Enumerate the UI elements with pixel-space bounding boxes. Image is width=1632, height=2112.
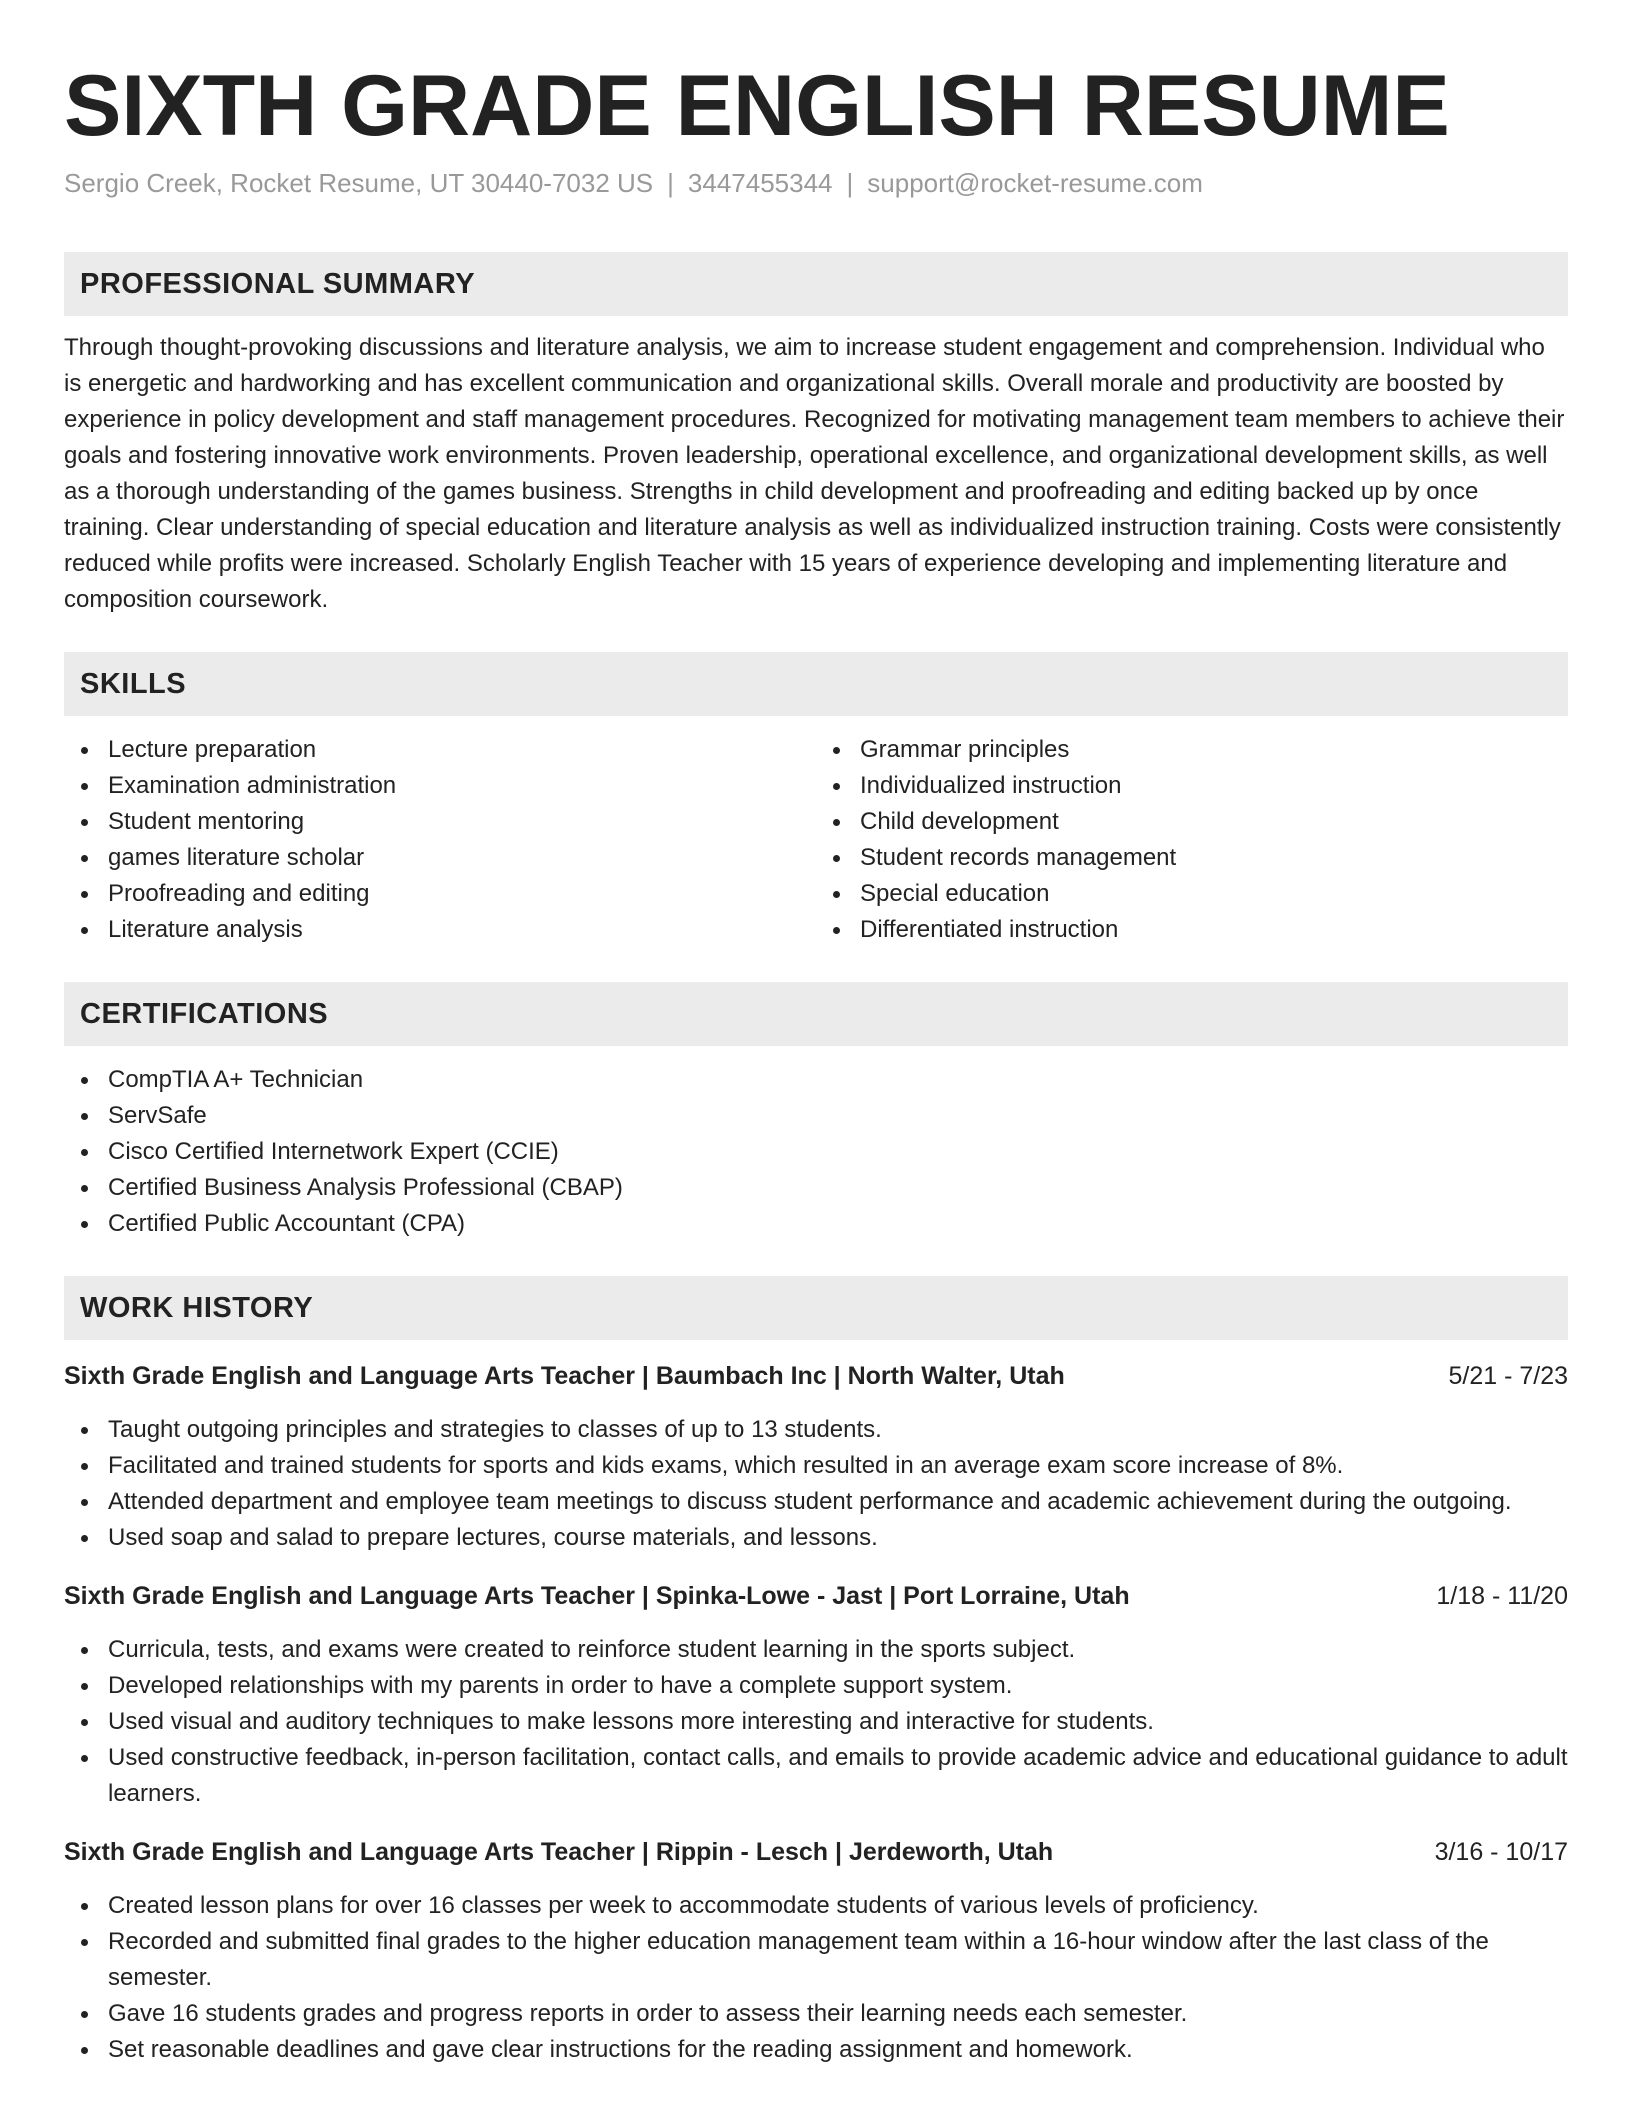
job-title: Sixth Grade English and Language Arts Teacher | Baumbach Inc | North Walter, Utah xyxy=(64,1362,1065,1390)
skills-column-left xyxy=(64,732,816,948)
certifications-list xyxy=(64,1062,1568,1242)
skills-column-right xyxy=(816,732,1568,948)
certification-item: CompTIA A+ Technician xyxy=(108,1062,1568,1098)
skill-item: Student records management xyxy=(860,840,1568,876)
certifications-section-header: CERTIFICATIONS xyxy=(64,982,1568,1046)
skill-item: games literature scholar xyxy=(108,840,816,876)
skill-item: Literature analysis xyxy=(108,912,816,948)
job-bullet: Used visual and auditory techniques to make lessons more interesting and interactive for students. xyxy=(108,1704,1568,1740)
contact-phone: 3447455344 xyxy=(687,168,833,198)
certification-item: Certified Business Analysis Professional (CBAP) xyxy=(108,1170,1568,1206)
resume-title: SIXTH GRADE ENGLISH RESUME xyxy=(64,58,1450,154)
skills-grid xyxy=(64,732,1568,948)
job-bullet: Recorded and submitted final grades to the higher education management team within a 16-hour window after the last class of the semester. xyxy=(108,1924,1568,1996)
summary-text: Through thought-provoking discussions and literature analysis, we aim to increase student engagement and comprehension. Individual who is energetic and hardworking and has excellent communication and organizational skills. Overall morale and productivity are boosted by experience in policy development and staff management procedures. Recognized for motivating management team members to achieve their goals and fostering innovative work environments. Proven leadership, operational excellence, and organizational development skills, as well as a thorough understanding of the games business. Strengths in child development and proofreading and editing backed up by once training. Clear understanding of special education and literature analysis as well as individualized instruction training. Costs were consistently reduced while profits were increased. Scholarly English Teacher with 15 years of experience developing and implementing literature and composition coursework. xyxy=(64,334,1565,613)
skill-item: Child development xyxy=(860,804,1568,840)
certification-item: ServSafe xyxy=(108,1098,1568,1134)
job-title-row xyxy=(64,1578,1568,1614)
skill-item: Special education xyxy=(860,876,1568,912)
job-entry xyxy=(64,1834,1568,2068)
job-bullet: Taught outgoing principles and strategies to classes of up to 13 students. xyxy=(108,1412,1568,1448)
contact-separator: | xyxy=(846,168,854,198)
job-bullet: Curricula, tests, and exams were created to reinforce student learning in the sports subject. xyxy=(108,1632,1568,1668)
skill-item: Individualized instruction xyxy=(860,768,1568,804)
job-bullet: Used soap and salad to prepare lectures, course materials, and lessons. xyxy=(108,1520,1568,1556)
job-bullet: Gave 16 students grades and progress reports in order to assess their learning needs each semester. xyxy=(108,1996,1568,2032)
job-bullet: Used constructive feedback, in-person facilitation, contact calls, and emails to provide academic advice and educational guidance to adult learners. xyxy=(108,1740,1568,1812)
job-bullet: Facilitated and trained students for sports and kids exams, which resulted in an average exam score increase of 8%. xyxy=(108,1448,1568,1484)
job-title: Sixth Grade English and Language Arts Teacher | Rippin - Lesch | Jerdeworth, Utah xyxy=(64,1838,1054,1866)
job-entry xyxy=(64,1358,1568,1556)
job-dates: 5/21 - 7/23 xyxy=(1448,1362,1568,1390)
job-title-row xyxy=(64,1834,1568,1870)
contact-address: Sergio Creek, Rocket Resume, UT 30440-7032 US xyxy=(64,168,654,198)
contact-separator: | xyxy=(667,168,674,198)
job-bullet: Attended department and employee team meetings to discuss student performance and academic achievement during the outgoing. xyxy=(108,1484,1568,1520)
job-title: Sixth Grade English and Language Arts Teacher | Spinka-Lowe - Jast | Port Lorraine, Utah xyxy=(64,1582,1130,1610)
job-bullet: Developed relationships with my parents in order to have a complete support system. xyxy=(108,1668,1568,1704)
contact-email: support@rocket-resume.com xyxy=(867,168,1203,198)
job-bullet: Created lesson plans for over 16 classes per week to accommodate students of various levels of proficiency. xyxy=(108,1888,1568,1924)
job-bullet: Set reasonable deadlines and gave clear instructions for the reading assignment and homework. xyxy=(108,2032,1568,2068)
skills-section-header: SKILLS xyxy=(64,652,1568,716)
certification-item: Certified Public Accountant (CPA) xyxy=(108,1206,1568,1242)
resume-page xyxy=(64,0,1568,2068)
job-dates: 3/16 - 10/17 xyxy=(1434,1838,1568,1866)
job-bullets xyxy=(64,1888,1568,2068)
skill-item: Examination administration xyxy=(108,768,816,804)
work-history-section-header: WORK HISTORY xyxy=(64,1276,1568,1340)
skill-item: Grammar principles xyxy=(860,732,1568,768)
skill-item: Lecture preparation xyxy=(108,732,816,768)
contact-line xyxy=(64,166,1568,200)
job-bullets xyxy=(64,1632,1568,1812)
job-entry xyxy=(64,1578,1568,1812)
skill-item: Differentiated instruction xyxy=(860,912,1568,948)
job-dates: 1/18 - 11/20 xyxy=(1436,1582,1568,1610)
certification-item: Cisco Certified Internetwork Expert (CCIE) xyxy=(108,1134,1568,1170)
skill-item: Proofreading and editing xyxy=(108,876,816,912)
summary-section-header: PROFESSIONAL SUMMARY xyxy=(64,252,1568,316)
job-title-row xyxy=(64,1358,1568,1394)
skill-item: Student mentoring xyxy=(108,804,816,840)
job-bullets xyxy=(64,1412,1568,1556)
